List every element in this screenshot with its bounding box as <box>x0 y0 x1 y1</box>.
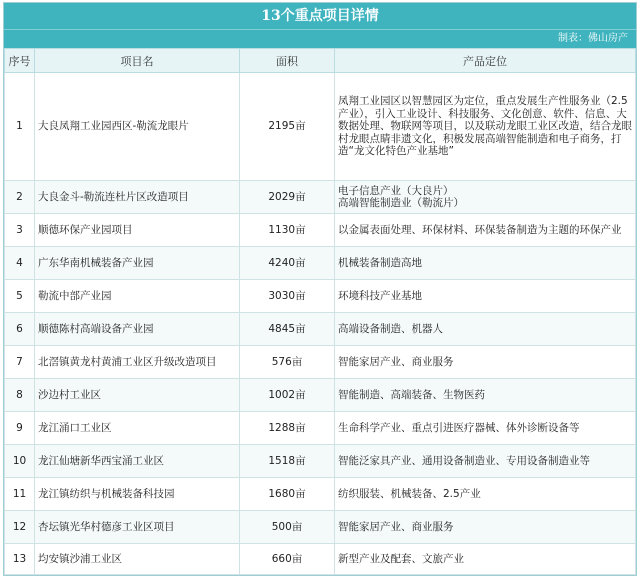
cell-position: 机械装备制造高地 <box>335 247 636 280</box>
table-row <box>5 478 636 511</box>
cell-no: 10 <box>5 445 35 478</box>
cell-no: 12 <box>5 511 35 544</box>
cell-no: 5 <box>5 280 35 313</box>
cell-position: 以金属表面处理、环保材料、环保装备制造为主题的环保产业 <box>335 214 636 247</box>
cell-no: 11 <box>5 478 35 511</box>
cell-name: 龙江镇纺织与机械装备科技园 <box>35 478 240 511</box>
table-row <box>5 379 636 412</box>
cell-area: 1518亩 <box>240 445 335 478</box>
header-no: 序号 <box>5 49 35 73</box>
cell-name: 勒流中部产业园 <box>35 280 240 313</box>
cell-area: 4845亩 <box>240 313 335 346</box>
cell-no: 3 <box>5 214 35 247</box>
table-row <box>5 313 636 346</box>
table-row <box>5 544 636 575</box>
cell-area: 1130亩 <box>240 214 335 247</box>
cell-position: 纺织服装、机械装备、2.5产业 <box>335 478 636 511</box>
cell-name: 顺德陈村高端设备产业园 <box>35 313 240 346</box>
cell-name: 顺德环保产业园项目 <box>35 214 240 247</box>
cell-position: 智能制造、高端装备、生物医药 <box>335 379 636 412</box>
cell-area: 660亩 <box>240 544 335 575</box>
cell-no: 13 <box>5 544 35 575</box>
cell-position: 智能家居产业、商业服务 <box>335 346 636 379</box>
cell-area: 1288亩 <box>240 412 335 445</box>
cell-no: 2 <box>5 181 35 214</box>
header-area: 面积 <box>240 49 335 73</box>
cell-no: 9 <box>5 412 35 445</box>
cell-position: 电子信息产业（大良片） 高端智能制造业（勒流片） <box>335 181 636 214</box>
cell-name: 大良金斗-勒流连杜片区改造项目 <box>35 181 240 214</box>
projects-table <box>4 48 636 575</box>
table-row <box>5 214 636 247</box>
cell-area: 576亩 <box>240 346 335 379</box>
header-position: 产品定位 <box>335 49 636 73</box>
cell-no: 8 <box>5 379 35 412</box>
table-row <box>5 445 636 478</box>
table-body <box>5 73 636 575</box>
table-title: 13个重点项目详情 <box>4 3 636 29</box>
table-row <box>5 511 636 544</box>
cell-position: 凤翔工业园区以智慧园区为定位，重点发展生产性服务业（2.5产业），引入工业设计、科技服务、文化创意、软件、信息、大数据处理、物联网等项目，以及联动龙眼工业区改造，结合龙眼村龙眼点睛非遗文化，积极发展高端智能制造和电子商务，打造“龙文化特色产业基地” <box>335 73 636 181</box>
cell-area: 1680亩 <box>240 478 335 511</box>
table-row <box>5 280 636 313</box>
cell-position: 高端设备制造、机器人 <box>335 313 636 346</box>
cell-name: 均安镇沙浦工业区 <box>35 544 240 575</box>
cell-position: 环境科技产业基地 <box>335 280 636 313</box>
cell-area: 1002亩 <box>240 379 335 412</box>
cell-name: 沙边村工业区 <box>35 379 240 412</box>
cell-area: 4240亩 <box>240 247 335 280</box>
cell-name: 大良凤翔工业园西区-勒流龙眼片 <box>35 73 240 181</box>
cell-name: 龙江仙塘新华西宝涌工业区 <box>35 445 240 478</box>
table-row <box>5 346 636 379</box>
table-row <box>5 247 636 280</box>
cell-name: 北滘镇黄龙村黄浦工业区升级改造项目 <box>35 346 240 379</box>
cell-position: 智能泛家具产业、通用设备制造业、专用设备制造业等 <box>335 445 636 478</box>
table-row <box>5 181 636 214</box>
cell-position: 智能家居产业、商业服务 <box>335 511 636 544</box>
cell-name: 杏坛镇光华村德彦工业区项目 <box>35 511 240 544</box>
cell-area: 2195亩 <box>240 73 335 181</box>
table-header-row <box>5 49 636 73</box>
cell-no: 7 <box>5 346 35 379</box>
project-table-card <box>3 2 637 576</box>
table-source: 制表：佛山房产 <box>4 29 636 48</box>
cell-name: 广东华南机械装备产业园 <box>35 247 240 280</box>
cell-no: 6 <box>5 313 35 346</box>
table-row <box>5 73 636 181</box>
cell-no: 4 <box>5 247 35 280</box>
cell-position: 生命科学产业、重点引进医疗器械、体外诊断设备等 <box>335 412 636 445</box>
cell-area: 3030亩 <box>240 280 335 313</box>
table-row <box>5 412 636 445</box>
header-name: 项目名 <box>35 49 240 73</box>
cell-area: 2029亩 <box>240 181 335 214</box>
cell-area: 500亩 <box>240 511 335 544</box>
cell-no: 1 <box>5 73 35 181</box>
cell-name: 龙江涌口工业区 <box>35 412 240 445</box>
cell-position: 新型产业及配套、文旅产业 <box>335 544 636 575</box>
